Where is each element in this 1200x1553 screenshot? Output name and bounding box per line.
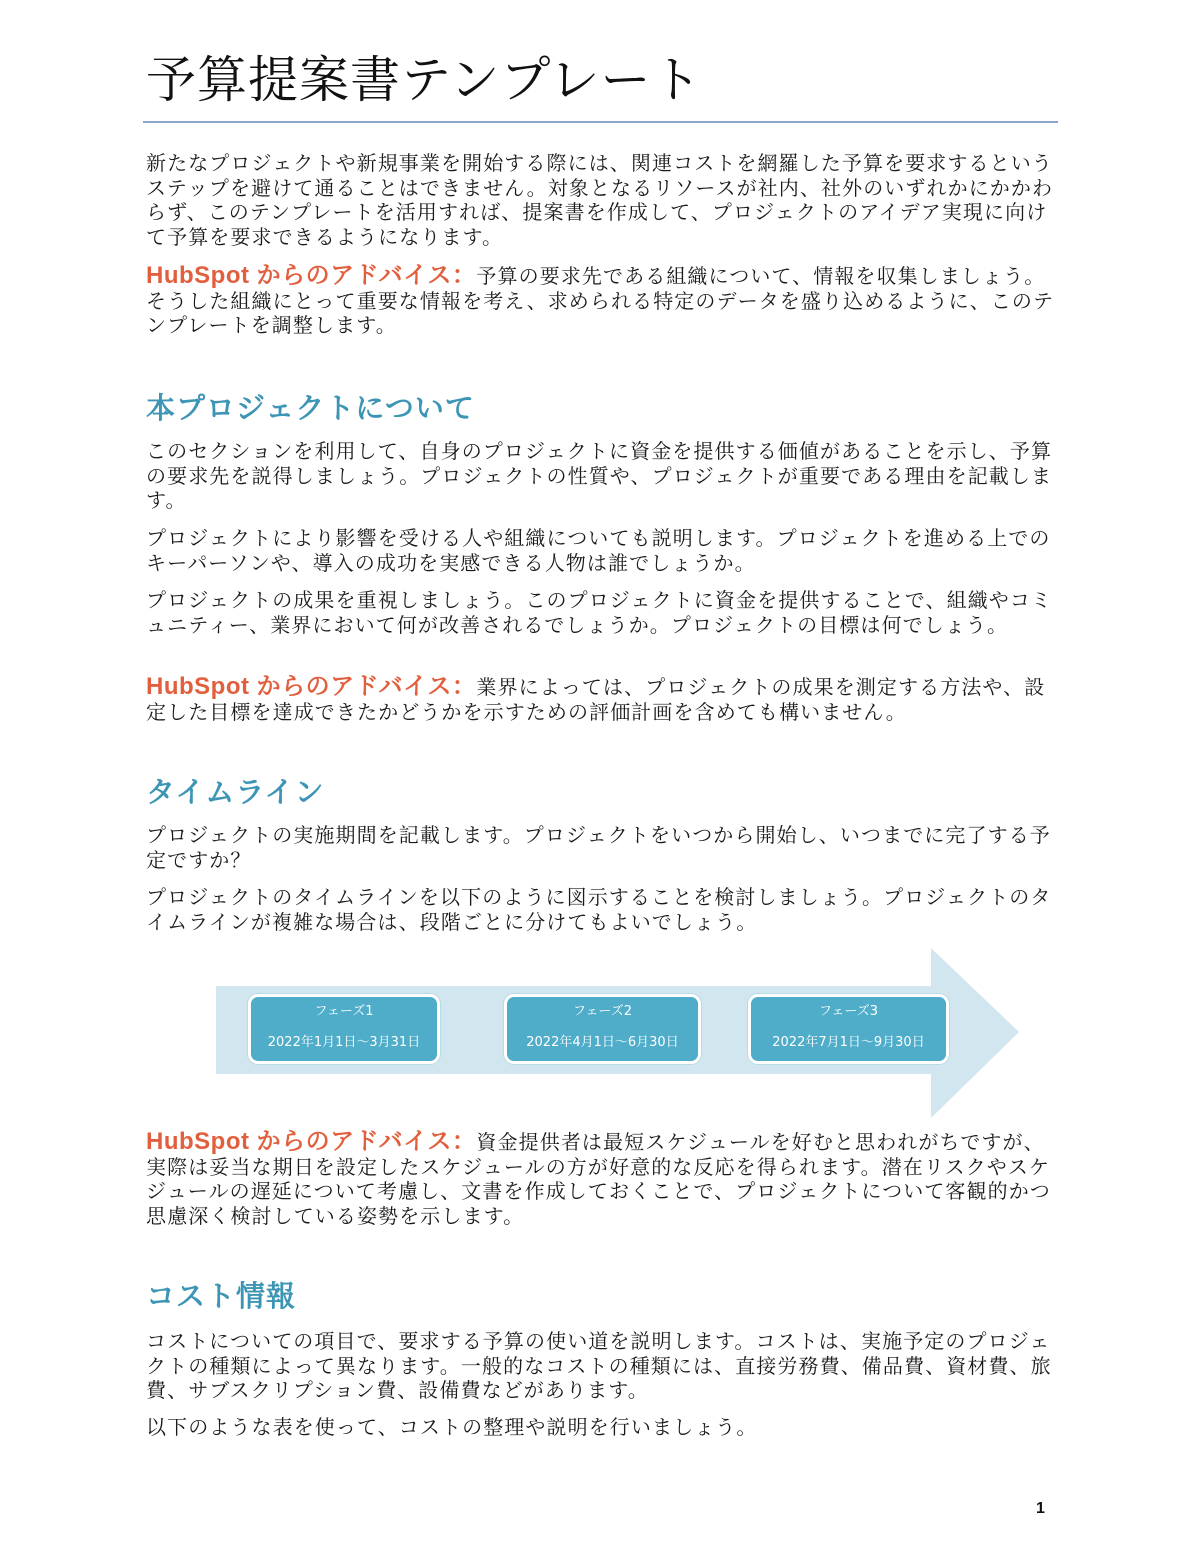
project-paragraph-1: このセクションを利用して、自身のプロジェクトに資金を提供する価値があることを示し、予算の要求先を説得しましょう。プロジェクトの性質や、プロジェクトが重要である理由を記載します。: [146, 439, 1053, 512]
page-number: 1: [1036, 1500, 1045, 1517]
phase-box-1: [248, 994, 440, 1064]
section-heading-cost: コスト情報: [146, 1279, 297, 1313]
document-title: 予算提案書テンプレート: [146, 51, 703, 109]
cost-paragraph-2: 以下のような表を使って、コストの整理や説明を行いましょう。: [146, 1415, 758, 1439]
cost-paragraph-1: コストについての項目で、要求する予算の使い道を説明します。コストは、実施予定のプロジェクトの種類によって異なります。一般的なコストの種類には、直接労務費、備品費、資材費、旅費、サブスクリプション費、設備費などがあります。: [146, 1329, 1052, 1402]
phase-dates: 2022年4月1日～6月30日: [526, 1035, 679, 1050]
tip-paragraph-3: [146, 1130, 1061, 1228]
tip-label: HubSpot からのアドバイス：: [146, 673, 477, 700]
timeline-paragraph-2: プロジェクトのタイムラインを以下のように図示することを検討しましょう。プロジェクトのタイムラインが複雑な場合は、段階ごとに分けてもよいでしょう。: [146, 885, 1052, 934]
tip-paragraph-1: [146, 264, 1061, 338]
tip-text: 予算の要求先である組織について、情報を収集しましょう。そうした組織にとって重要な情報を考え、求められる特定のデータを盛り込めるように、このテンプレートを調整します。: [146, 264, 1055, 337]
timeline-paragraph-1: プロジェクトの実施期間を記載します。プロジェクトをいつから開始し、いつまでに完了する予定ですか？: [146, 823, 1051, 872]
tip-paragraph-2: [146, 675, 1061, 724]
phase-name: フェーズ3: [819, 1004, 878, 1019]
phase-name: フェーズ1: [314, 1004, 374, 1019]
section-heading-timeline: タイムライン: [146, 775, 325, 809]
project-paragraph-3: プロジェクトの成果を重視しましょう。このプロジェクトに資金を提供することで、組織やコミュニティー、業界において何が改善されるでしょうか。プロジェクトの目標は何でしょう。: [146, 588, 1053, 637]
phase-box-2: [504, 994, 701, 1064]
phase-dates: 2022年7月1日～9月30日: [772, 1035, 925, 1050]
intro-paragraph: 新たなプロジェクトや新規事業を開始する際には、関連コストを網羅した予算を要求するというステップを避けて通ることはできません。対象となるリソースが社内、社外のいずれかにかかわらず、このテンプレートを活用すれば、提案書を作成して、プロジェクトのアイデア実現に向けて予算を要求できるようになります。: [146, 151, 1054, 249]
project-paragraph-2: プロジェクトにより影響を受ける人や組織についても説明します。プロジェクトを進める上でのキーパーソンや、導入の成功を実感できる人物は誰でしょうか。: [146, 526, 1051, 575]
tip-label: HubSpot からのアドバイス：: [146, 1128, 477, 1155]
tip-label: HubSpot からのアドバイス：: [146, 262, 477, 289]
tip-text: 資金提供者は最短スケジュールを好むと思われがちですが、実際は妥当な期日を設定したスケジュールの方が好意的な反応を得られます。潜在リスクやスケジュールの遅延について考慮し、文書を作成しておくことで、プロジェクトについて客観的かつ思慮深く検討している姿勢を示します。: [146, 1130, 1051, 1228]
phase-box-3: [748, 994, 949, 1064]
section-heading-project: 本プロジェクトについて: [146, 391, 475, 425]
tip-text: 業界によっては、プロジェクトの成果を測定する方法や、設定した目標を達成できたかどうかを示すための評価計画を含めても構いません。: [146, 675, 1046, 724]
title-divider: [143, 121, 1058, 123]
timeline-diagram: [216, 948, 1019, 1118]
phase-dates: 2022年1月1日～3月31日: [267, 1035, 421, 1050]
phase-name: フェーズ2: [573, 1004, 632, 1019]
